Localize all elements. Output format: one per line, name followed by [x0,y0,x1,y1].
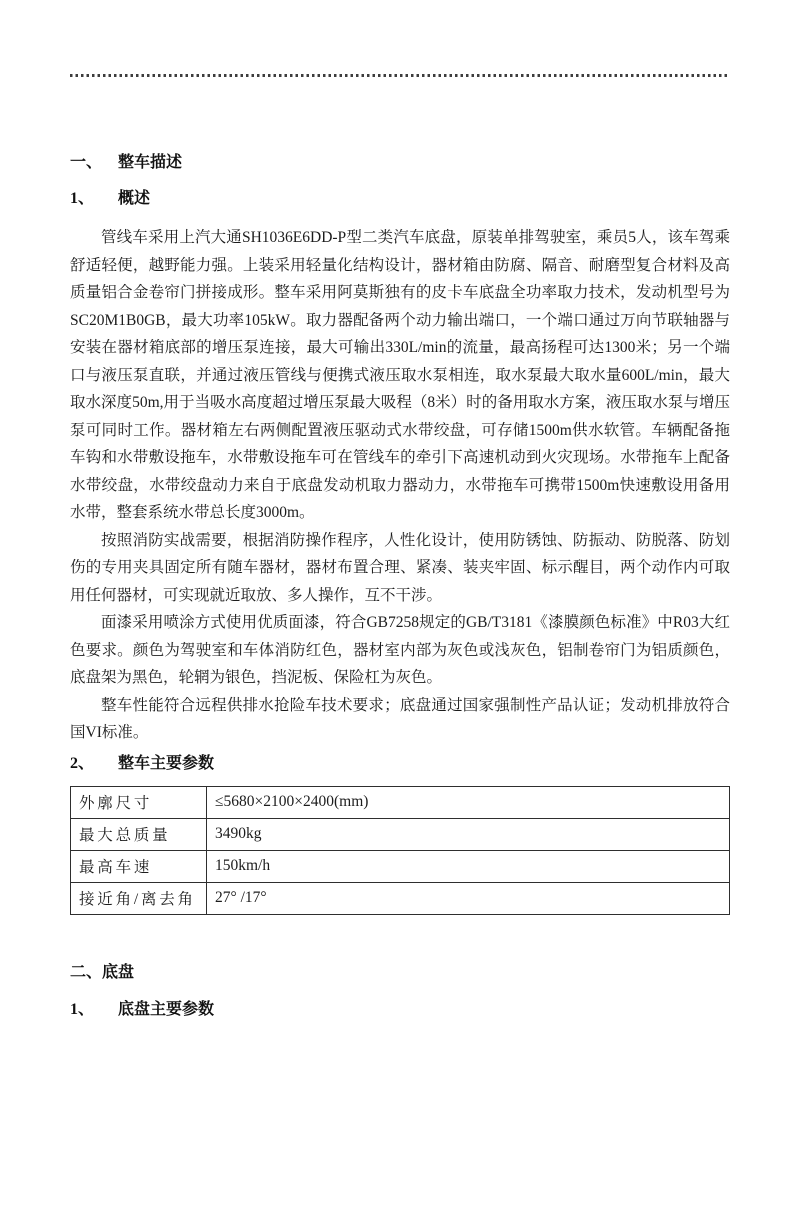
heading-number: 一、 [70,154,103,171]
heading-title: 整车主要参数 [118,754,215,772]
param-label: 外廓尺寸 [71,786,207,818]
param-label: 接近角/离去角 [71,882,207,914]
table-row [71,818,730,850]
param-value: ≤5680×2100×2400(mm) [207,786,730,818]
heading-vehicle-main-params [70,754,730,774]
overview-paragraph-3: 面漆采用喷涂方式使用优质面漆，符合GB7258规定的GB/T3181《漆膜颜色标准》中R03大红色要求。颜色为驾驶室和车体消防红色，器材室内部为灰色或浅灰色，铝制卷帘门为铝质颜色，底盘架为黑色，轮辋为银色，挡泥板、保险杠为灰色。 [70,614,730,686]
heading-number: 二、 [70,963,103,981]
heading-chassis [70,963,730,983]
table-row [71,786,730,818]
heading-title: 概述 [118,190,151,207]
table-row [71,850,730,882]
heading-overview [70,189,730,209]
param-value: 27° /17° [207,882,730,914]
param-label: 最高车速 [71,850,207,882]
heading-title: 底盘主要参数 [118,1000,215,1018]
overview-paragraph-2: 按照消防实战需要，根据消防操作程序，人性化设计，使用防锈蚀、防振动、防脱落、防划伤的专用夹具固定所有随车器材，器材布置合理、紧凑、装夹牢固、标示醒目，两个动作内可取用任何器材，可实现就近取放、多人操作，互不干涉。 [70,531,730,604]
heading-number: 1、 [70,1000,95,1018]
param-label: 最大总质量 [71,818,207,850]
heading-title: 底盘 [102,963,135,981]
overview-body [70,224,730,747]
heading-title: 整车描述 [118,154,183,171]
param-value: 150km/h [207,850,730,882]
overview-paragraph-4: 整车性能符合远程供排水抢险车技术要求；底盘通过国家强制性产品认证；发动机排放符合国VI标准。 [70,696,730,741]
heading-number: 1、 [70,190,95,207]
heading-chassis-main-params [70,1000,730,1020]
param-value: 3490kg [207,818,730,850]
document-page [0,74,800,1205]
vehicle-params-table [70,786,730,915]
heading-number: 2、 [70,754,95,772]
table-row [71,882,730,914]
dotted-separator [70,74,728,77]
overview-paragraph-1: 管线车采用上汽大通SH1036E6DD-P型二类汽车底盘，原装单排驾驶室，乘员5人，该车驾乘舒适轻便，越野能力强。上装采用轻量化结构设计，器材箱由防腐、隔音、耐磨型复合材料及高质量铝合金卷帘门拼接成形。整车采用阿莫斯独有的皮卡车底盘全功率取力技术，发动机型号为SC20M1B0GB，最大功率105kW。取力器配备两个动力输出端口，一个端口通过万向节联轴器与安装在器材箱底部的增压泵连接，最大可输出330L/min的流量，最高扬程可达1300米；另一个端口与液压泵直联，并通过液压管线与便携式液压取水泵相连，取水泵最大取水量600L/min，最大取水深度50m,用于当吸水高度超过增压泵最大吸程（8米）时的备用取水方案，液压取水泵与增压泵可同时工作。器材箱左右两侧配置液压驱动式水带绞盘，可存储1500m供水软管。车辆配备拖车钩和水带敷设拖车，水带敷设拖车可在管线车的牵引下高速机动到火灾现场。水带拖车上配备水带绞盘，水带绞盘动力来自于底盘发动机取力器动力，水带拖车可携带1500m快速敷设用备用水带，整套系统水带总长度3000m。 [70,229,730,521]
heading-vehicle-description [70,153,730,173]
